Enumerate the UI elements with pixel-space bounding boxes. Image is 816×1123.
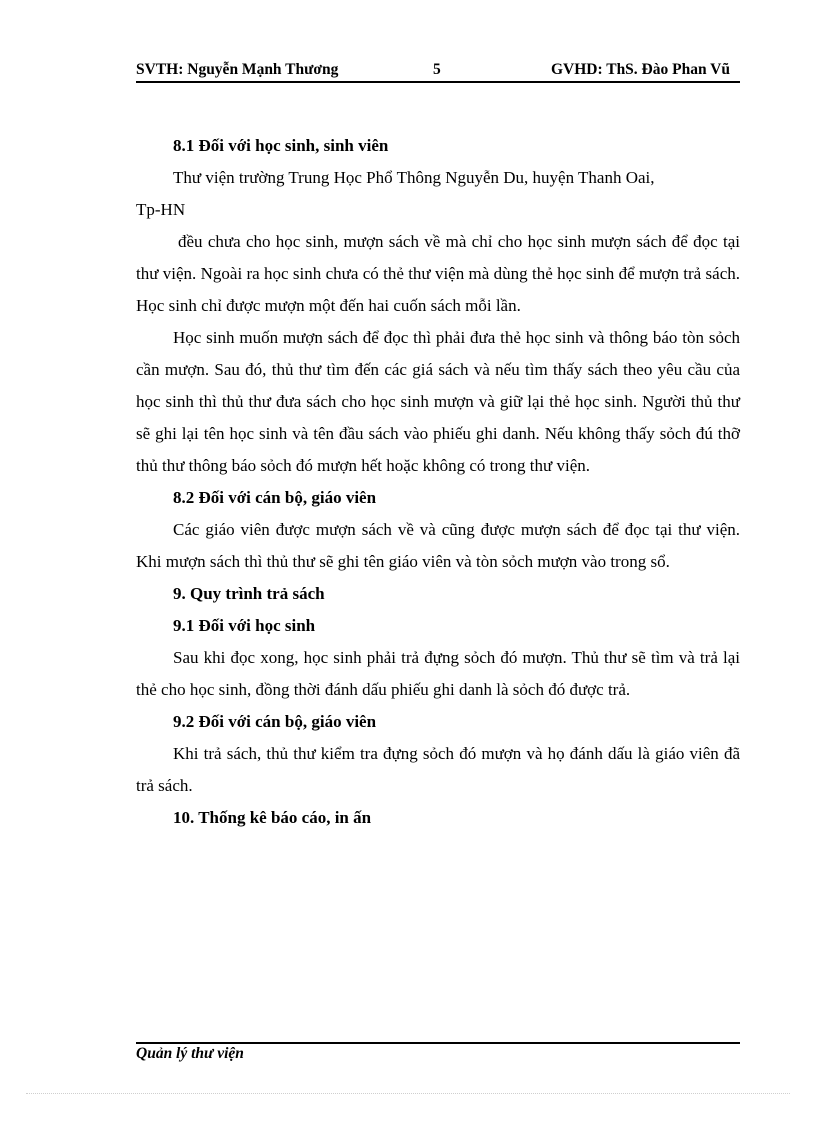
footer-divider [136,1042,740,1044]
paragraph-library-line1: Thư viện trường Trung Học Phổ Thông Nguyễn Du, huyện Thanh Oai, [173,168,655,187]
paragraph-library-line2: Tp-HN [136,200,186,219]
page-header [136,61,740,83]
page-number: 5 [433,61,441,78]
paragraph-borrow-rules: đều chưa cho học sinh, mượn sách về mà chỉ cho học sinh mượn sách để đọc tại thư viện. Ngoài ra học sinh chưa có thẻ thư viện mà dùng thẻ học sinh để mượn trả sách. Học sinh chỉ được mượn một đến hai cuốn sách mỗi lần. [136,232,740,315]
heading-10: 10. Thống kê báo cáo, in ấn [173,808,372,827]
paragraph-student-return: Sau khi đọc xong, học sinh phải trả đựng sỏch đó mượn. Thủ thư sẽ tìm và trả lại thẻ cho học sinh, đồng thời đánh dấu phiếu ghi danh là sỏch đó được trả. [136,648,740,699]
heading-9-2: 9.2 Đối với cán bộ, giáo viên [173,712,377,731]
heading-9-1: 9.1 Đối với học sinh [173,616,316,635]
paragraph-teachers: Các giáo viên được mượn sách về và cũng được mượn sách để đọc tại thư viện. Khi mượn sách thì thủ thư sẽ ghi tên giáo viên và tòn sỏch mượn vào trong sổ. [136,520,740,571]
advisor-name: GVHD: ThS. Đào Phan Vũ [550,61,730,78]
paragraph-teacher-return: Khi trả sách, thủ thư kiểm tra đựng sỏch đó mượn và họ đánh dấu là giáo viên đã trả sách. [136,744,740,795]
heading-8-1: 8.1 Đối với học sinh, sinh viên [173,136,389,155]
student-name: SVTH: Nguyễn Mạnh Thương [136,61,339,78]
paragraph-borrow-process: Học sinh muốn mượn sách để đọc thì phải đưa thẻ học sinh và thông báo tòn sỏch cần mượn. Sau đó, thủ thư tìm đến các giá sách và nếu tìm thấy sách theo yêu cầu của học sinh thì thủ thư đưa sách cho học sinh mượn và giữ lại thẻ học sinh. Người thủ thư sẽ ghi lại tên học sinh và tên đầu sách vào phiếu ghi danh. Nếu không thấy sỏch đú thỡ thủ thư thông báo sỏch đó mượn hết hoặc không có trong thư viện. [136,328,740,475]
page-footer: Quản lý thư viện [136,1045,244,1062]
heading-8-2: 8.2 Đối với cán bộ, giáo viên [173,488,377,507]
heading-9: 9. Quy trình trả sách [173,584,325,603]
page-body [136,130,740,834]
page-bottom-border [26,1093,790,1094]
